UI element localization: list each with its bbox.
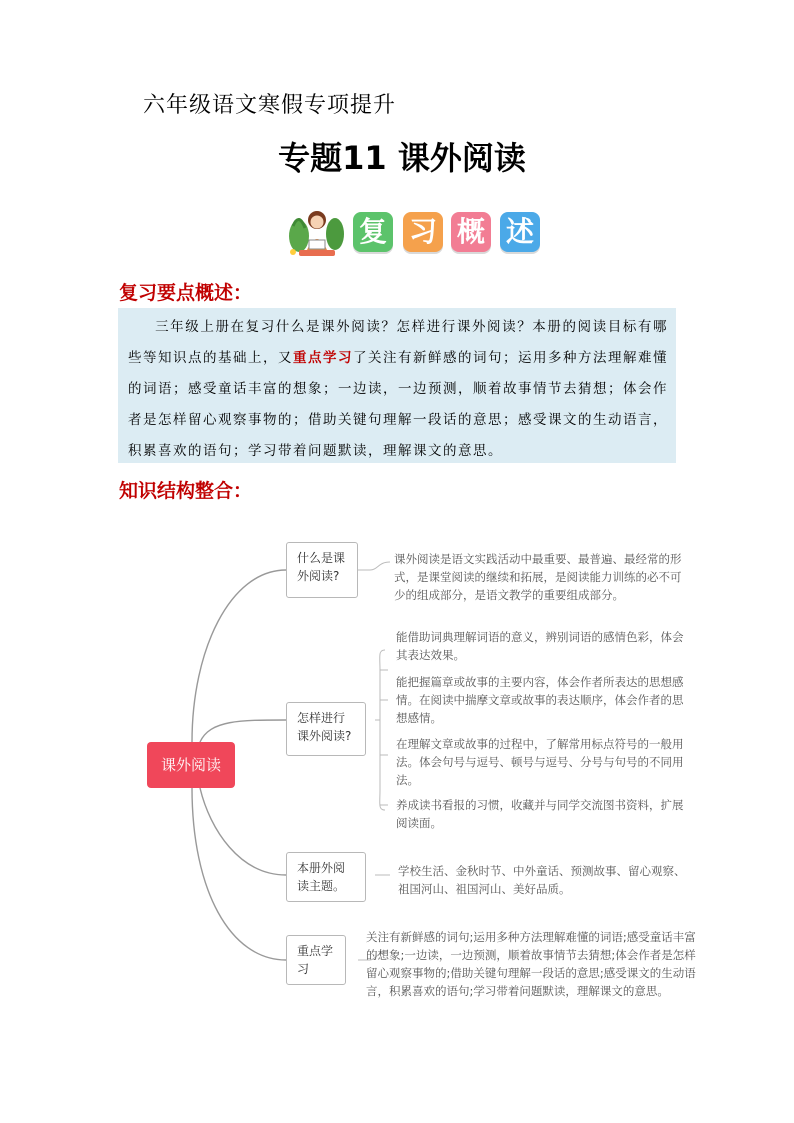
branch-themes: 本册外阅读主题。 [286,852,366,902]
review-summary [118,308,676,463]
mind-map [140,530,700,1010]
branch-what-is-text: 课外阅读是语文实践活动中最重要、最普遍、最经常的形式，是课堂阅读的继续和拓展，是阅读能力训练的必不可少的组成部分，是语文教学的重要组成部分。 [394,552,682,602]
grade-line: 六年级语文寒假专项提升 [143,93,397,118]
how-to-item-1: 能借助词典理解词语的意义，辨别词语的感情色彩，体会其表达效果。 [396,630,684,662]
how-to-item-2: 能把握篇章或故事的主要内容，体会作者所表达的思想感情。在阅读中揣摩文章或故事的表达顺序，体会作者的思想感情。 [396,675,684,725]
section-heading-structure: 知识结构整合： [119,480,253,502]
branch-how-to: 怎样进行课外阅读? [286,702,366,756]
page-title: 专题11 课外阅读 [278,139,526,177]
how-to-item-3: 在理解文章或故事的过程中，了解常用标点符号的一般用法。体会句号与逗号、顿号与逗号、分号与句号的不同用法。 [396,737,684,787]
banner-char-3: 概 [451,212,491,252]
banner-char-4: 述 [500,212,540,252]
branch-themes-text: 学校生活、金秋时节、中外童话、预测故事、留心观察、祖国河山、祖国河山、美好品质。 [398,864,686,896]
summary-text-after: 了关注有新鲜感的词句；运用多种方法理解难懂的词语；感受童话丰富的想象；一边读，一边预测，顺着故事情节去猜想；体会作者是怎样留心观察事物的；借助关键句理解一段话的意思；感受课文的生动语言，积累喜欢的语句；学习带着问题默读，理解课文的意思。 [128,350,668,459]
branch-focus-text: 关注有新鲜感的词句;运用多种方法理解难懂的词语;感受童话丰富的想象;一边读，一边预测，顺着故事情节去猜想;体会作者是怎样留心观察事物的;借助关键句理解一段话的意思;感受课文的生动语言，积累喜欢的语句;学习带着问题默读，理解课文的意思。 [366,930,696,998]
how-to-item-4: 养成读书看报的习惯，收藏并与同学交流图书资料，扩展阅读面。 [396,798,684,830]
banner-char-1: 复 [353,212,393,252]
banner-char-2: 习 [403,212,443,252]
summary-highlight: 重点学习 [293,350,353,366]
branch-what-is: 什么是课外阅读? [286,542,358,598]
reading-girl-illustration [285,206,347,258]
summary-text-before: 三年级上册在复习什么是课外阅读？怎样进行课外阅读？本册的阅读目标有哪些等知识点的基础上，又 [128,319,668,366]
branch-focus: 重点学习 [286,935,346,985]
mind-map-root: 课外阅读 [147,742,235,788]
section-heading-review: 复习要点概述： [119,282,253,304]
